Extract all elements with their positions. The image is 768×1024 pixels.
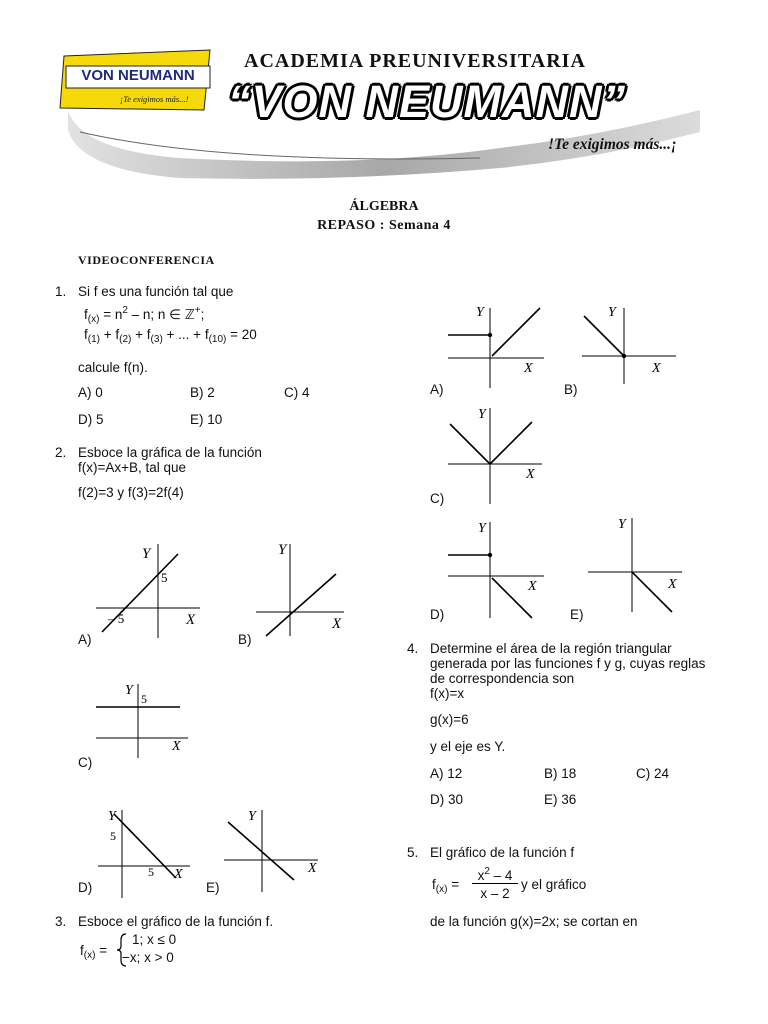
q2b-x-label: X: [332, 616, 342, 632]
q3-line1: Esboce el gráfico de la función f.: [78, 914, 274, 929]
q1-option-a[interactable]: A) 0: [78, 385, 103, 400]
subject-subtitle: REPASO : Semana 4: [317, 218, 451, 233]
q2-option-c[interactable]: C): [78, 755, 93, 770]
q4-line6: y el eje es Y.: [430, 739, 506, 754]
q2-graph-b: [252, 538, 348, 638]
q2-graph-e: [222, 804, 322, 894]
q2d-five-x: 5: [148, 865, 154, 879]
q2-option-d[interactable]: D): [78, 880, 93, 895]
q1-option-b[interactable]: B) 2: [190, 385, 215, 400]
q3-option-c[interactable]: C): [430, 491, 445, 506]
q4-option-e[interactable]: E) 36: [544, 792, 577, 807]
q2-graph-c: [92, 680, 192, 760]
q3-option-a[interactable]: A): [430, 382, 444, 397]
q2a-x-label: X: [186, 612, 196, 628]
q3-graph-d: [446, 516, 548, 620]
q5-number: 5.: [407, 845, 419, 860]
q2c-five: 5: [141, 692, 147, 706]
q3-graph-e: [586, 512, 686, 616]
q3-case2: −x; x > 0: [122, 950, 174, 965]
logo: [58, 48, 218, 118]
q3a-y-label: Y: [476, 305, 484, 320]
q2a-minus-five: – 5: [108, 611, 125, 626]
q1-ask: calcule f(n).: [78, 360, 148, 375]
q3-case1: 1; x ≤ 0: [132, 932, 177, 947]
q2d-y-label: Y: [108, 809, 116, 824]
q2a-y-label: Y: [142, 546, 151, 562]
q2b-y-label: Y: [278, 542, 287, 558]
q2-option-e[interactable]: E): [206, 880, 220, 895]
q5-numerator: $x^2 - 4$: [477, 866, 513, 883]
subject-title: ÁLGEBRA: [349, 199, 419, 214]
q2-option-a[interactable]: A): [78, 632, 92, 647]
q5-denominator: x – 2: [480, 886, 510, 901]
q3-graph-b: [580, 302, 680, 386]
academy-line: ACADEMIA PREUNIVERSITARIA: [244, 50, 586, 72]
q1-sum: $f_{(1)} + f_{(2)} + f_{(3)}$ + ... + $f_{(10)} = 20$: [84, 327, 257, 345]
section-title: VIDEOCONFERENCIA: [78, 253, 215, 267]
q4-line4: f(x)=x: [430, 686, 465, 701]
q2-number: 2.: [55, 445, 67, 460]
q2c-y-label: Y: [125, 683, 133, 698]
q3a-x-label: X: [524, 361, 533, 376]
q3d-x-label: X: [528, 579, 537, 594]
q3-number: 3.: [55, 914, 67, 929]
q2c-x-label: X: [172, 739, 181, 754]
q2d-x-label: X: [174, 867, 183, 882]
q2e-x-label: X: [308, 861, 317, 876]
q3-option-e[interactable]: E): [570, 607, 584, 622]
q4-option-b[interactable]: B) 18: [544, 766, 577, 781]
q2e-y-label: Y: [248, 809, 256, 824]
q1-definition: $f_{(x)} = n^2 - n$; n ∈ ℤ+;: [84, 305, 205, 325]
q2-line3: f(2)=3 y f(3)=2f(4): [78, 485, 184, 500]
q1-number: 1.: [55, 284, 67, 299]
q3d-y-label: Y: [478, 521, 486, 536]
q2-graph-a: [92, 540, 204, 640]
q3b-x-label: X: [652, 361, 661, 376]
q1-option-d[interactable]: D) 5: [78, 412, 104, 427]
header-slogan: !Te exigimos más...¡: [548, 136, 678, 153]
q5-fraction-bar: [472, 883, 518, 884]
q4-line1: Determine el área de la región triangular: [430, 641, 672, 656]
logo-slogan: ¡Te exigimos más...!: [120, 94, 189, 104]
q3e-x-label: X: [668, 577, 677, 592]
academy-name: “VON NEUMANN”: [228, 76, 627, 127]
q3b-y-label: Y: [608, 305, 616, 320]
q4-number: 4.: [407, 641, 419, 656]
q1-intro: Si f es una función tal que: [78, 284, 234, 299]
q5-after: y el gráfico: [521, 877, 587, 892]
q3-graph-a: [446, 302, 548, 390]
q2-line1: Esboce la gráfica de la función: [78, 445, 262, 460]
q1-option-c[interactable]: C) 4: [284, 385, 310, 400]
q3e-y-label: Y: [618, 517, 626, 532]
q5-line1: El gráfico de la función f: [430, 845, 575, 860]
q4-line3: de correspondencia son: [430, 671, 575, 686]
q5-line3: de la función g(x)=2x; se cortan en: [430, 914, 638, 929]
q3c-x-label: X: [526, 467, 535, 482]
q4-line5: g(x)=6: [430, 712, 469, 727]
q4-option-d[interactable]: D) 30: [430, 792, 464, 807]
q3-option-d[interactable]: D): [430, 607, 445, 622]
q4-option-c[interactable]: C) 24: [636, 766, 670, 781]
q3c-y-label: Y: [478, 407, 486, 422]
q2a-five: 5: [161, 570, 168, 585]
q1-option-e[interactable]: E) 10: [190, 412, 223, 427]
q2-line2: f(x)=Ax+B, tal que: [78, 460, 187, 475]
logo-name: VON NEUMANN: [81, 67, 195, 84]
q3-option-b[interactable]: B): [564, 382, 578, 397]
q4-line2: generada por las funciones f y g, cuyas reglas: [430, 656, 706, 671]
q2d-five: 5: [110, 829, 116, 843]
q3-graph-c: [446, 402, 546, 506]
q2-option-b[interactable]: B): [238, 632, 252, 647]
q3-function-lhs: $f_{(x)}$ =: [80, 943, 108, 961]
q5-function-lhs: $f_{(x)}$ =: [432, 877, 460, 895]
q2-graph-d: [96, 804, 192, 900]
q4-option-a[interactable]: A) 12: [430, 766, 463, 781]
